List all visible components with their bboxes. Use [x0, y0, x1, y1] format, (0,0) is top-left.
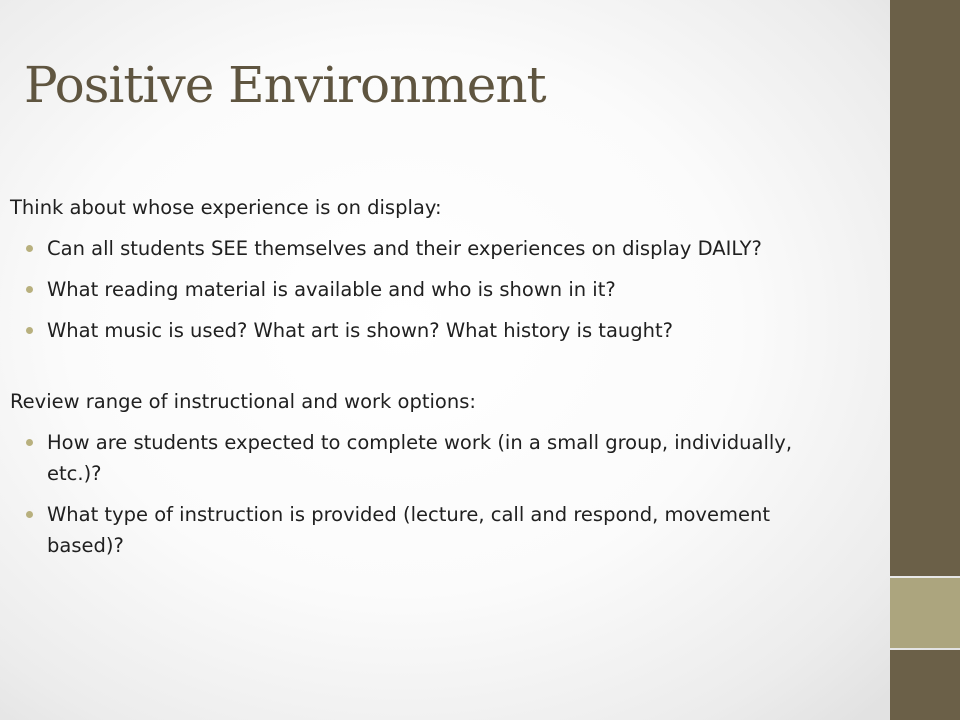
section-lead-options: Review range of instructional and work options:	[10, 390, 476, 413]
section-lead-display: Think about whose experience is on display:	[10, 196, 442, 219]
sidebar-accent-stripe	[890, 578, 960, 648]
bullet-text: Can all students SEE themselves and their experiences on display DAILY?	[47, 237, 762, 260]
bullet-item	[10, 274, 840, 305]
bullet-item	[10, 233, 840, 264]
bullet-item	[10, 499, 840, 561]
bullet-icon	[26, 286, 33, 293]
sidebar-top-block	[890, 0, 960, 576]
bullet-list-options	[10, 427, 840, 561]
bullet-text: What music is used? What art is shown? What history is taught?	[47, 319, 673, 342]
bullet-list-display	[10, 233, 840, 346]
sidebar-decoration	[890, 0, 960, 720]
bullet-item	[10, 427, 840, 489]
sidebar-bottom-block	[890, 650, 960, 720]
slide-content	[10, 192, 840, 571]
bullet-text: What reading material is available and who is shown in it?	[47, 278, 616, 301]
bullet-text: What type of instruction is provided (lecture, call and respond, movement based)?	[47, 503, 770, 557]
slide-title: Positive Environment	[24, 56, 546, 114]
bullet-icon	[26, 245, 33, 252]
bullet-text: How are students expected to complete work (in a small group, individually, etc.)?	[47, 431, 793, 485]
bullet-icon	[26, 327, 33, 334]
bullet-icon	[26, 511, 33, 518]
bullet-icon	[26, 439, 33, 446]
bullet-item	[10, 315, 840, 346]
